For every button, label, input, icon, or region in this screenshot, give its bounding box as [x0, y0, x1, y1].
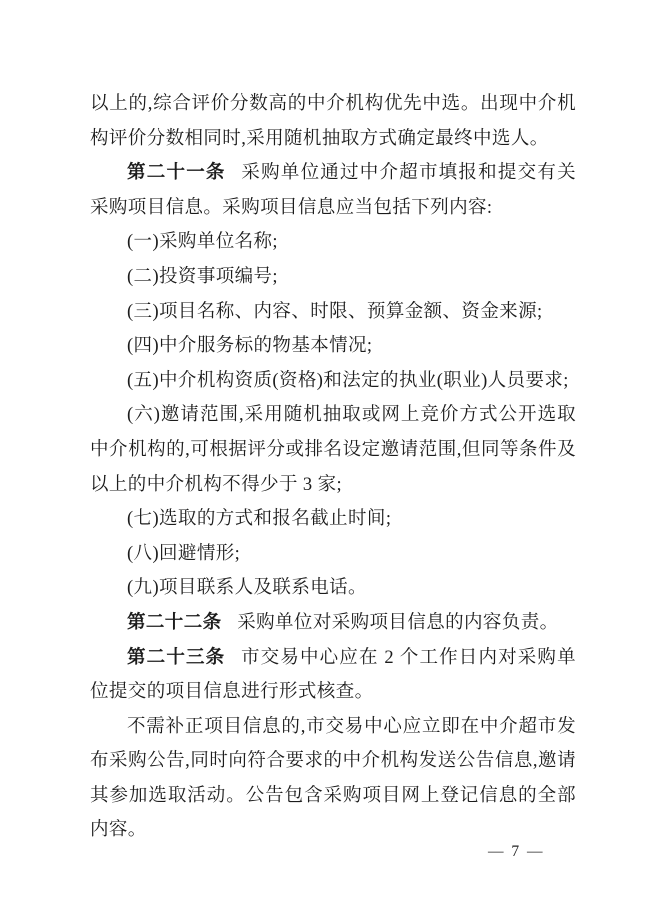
article-23-number: 第二十三条	[127, 647, 226, 668]
article-22-number: 第二十二条	[127, 612, 222, 633]
list-item-7: (七)选取的方式和报名截止时间;	[127, 509, 392, 530]
page-number: — 7 —	[488, 843, 545, 860]
list-item-4: (四)中介服务标的物基本情况;	[127, 336, 373, 357]
list-item-2: (二)投资事项编号;	[127, 266, 278, 287]
article-21-text: 采购单位通过中介超市填报和提交有关采购项目信息。采购项目信息应当包括下列内容:	[90, 163, 576, 218]
list-item-5: (五)中介机构资质(资格)和法定的执业(职业)人员要求;	[127, 370, 569, 391]
intro-paragraph: 以上的,综合评价分数高的中介机构优先中选。出现中介机构评价分数相同时,采用随机抽取方式确定最终中选人。	[90, 94, 576, 149]
list-item-6: (六)邀请范围,采用随机抽取或网上竞价方式公开选取中介机构的,可根据评分或排名设定邀请范围,但同等条件及以上的中介机构不得少于 3 家;	[90, 405, 576, 495]
article-22-paragraph	[90, 606, 576, 641]
article-23-text: 市交易中心应在 2 个工作日内对采购单位提交的项目信息进行形式核查。	[90, 647, 576, 703]
closing-paragraph: 不需补正项目信息的,市交易中心应立即在中介超市发布采购公告,同时向符合要求的中介机构发送公告信息,邀请其参加选取活动。公告包含采购项目网上登记信息的全部内容。	[90, 716, 576, 841]
article-22-text: 采购单位对采购项目信息的内容负责。	[237, 612, 559, 633]
article-21-number: 第二十一条	[127, 163, 226, 184]
list-item-1: (一)采购单位名称;	[127, 232, 278, 253]
list-item-9: (九)项目联系人及联系电话。	[127, 578, 367, 599]
list-item-3: (三)项目名称、内容、时限、预算金额、资金来源;	[127, 301, 543, 322]
article-23-paragraph	[90, 641, 576, 710]
list-item-8: (八)回避情形;	[127, 543, 241, 564]
article-21-paragraph	[90, 156, 576, 225]
